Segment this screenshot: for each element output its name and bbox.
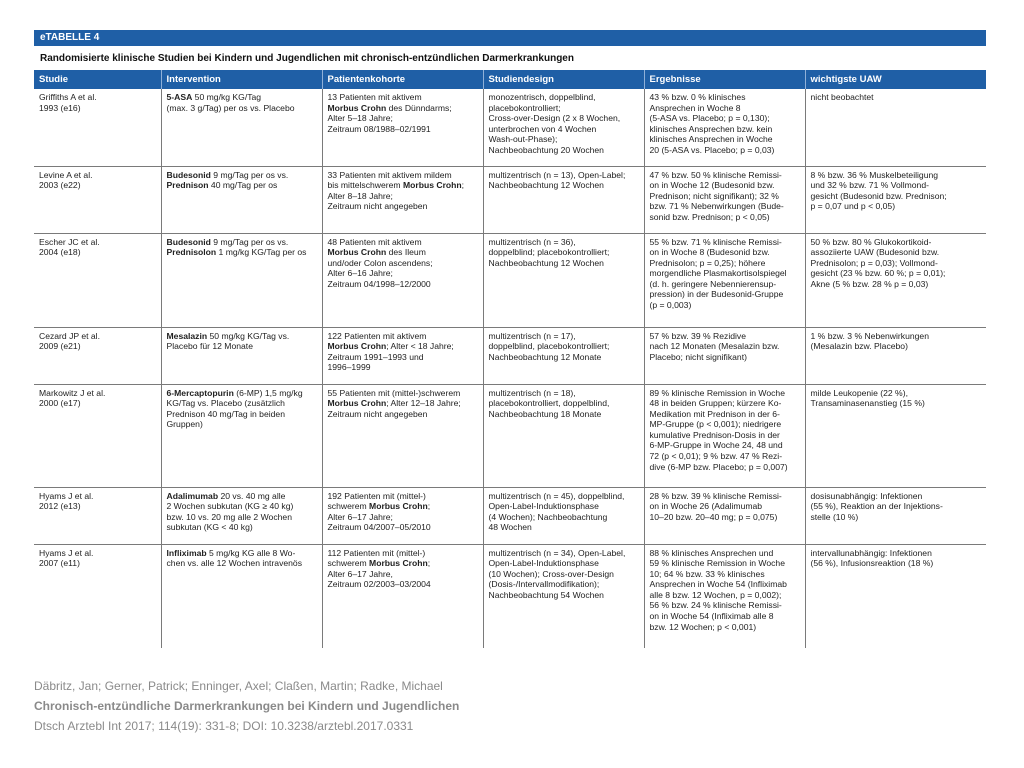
cell-uaw: milde Leukopenie (22 %), Transaminasenanstieg (15 %): [805, 384, 986, 487]
disease-name: Morbus Crohn: [402, 180, 462, 191]
intervention-text: 5 mg/kg KG alle 8 Wo- chen vs. alle 12 Wochen intravenös: [166, 547, 303, 569]
disease-name: Morbus Crohn: [369, 558, 428, 569]
kohorte-text: ; Alter 6–17 Jahre, Zeitraum 02/2003–03/2004: [327, 558, 431, 590]
table-header-row: [34, 70, 986, 89]
kohorte-text: 33 Patienten mit aktivem mildem bis mittelschwerem: [327, 169, 452, 191]
table-row: [34, 327, 986, 384]
kohorte-text: ; Alter 8–18 Jahre; Zeitraum nicht angegeben: [327, 180, 465, 212]
intervention-text: 50 mg/kg KG/Tag (max. 3 g/Tag) per os vs. Placebo: [166, 92, 295, 113]
citation-block: [34, 676, 459, 736]
cell-uaw: 50 % bzw. 80 % Glukokortikoid- assoziierte UAW (Budesonid bzw. Prednisolon; p = 0,03); Vollmond- gesicht (23 % bzw. 60 %; p = 0,01); Akne (5 % bzw. 28 % p = 0,03): [805, 233, 986, 327]
cell-ergebnisse: 43 % bzw. 0 % klinisches Ansprechen in Woche 8 (5-ASA vs. Placebo; p = 0,130); klinisches Ansprechen bzw. kein klinisches Ansprechen in Woche 20 (5-ASA vs. Placebo; p = 0,03): [644, 89, 805, 166]
cell-intervention: [161, 487, 322, 544]
table-label-bar: eTABELLE 4: [34, 30, 986, 46]
kohorte-text: ; Alter < 18 Jahre; Zeitraum 1991–1993 und 1996–1999: [327, 341, 454, 373]
cell-uaw: 8 % bzw. 36 % Muskelbeteiligung und 32 % bzw. 71 % Vollmond- gesicht (Budesonid bzw. Prednison; p = 0,07 und p < 0,05): [805, 166, 986, 233]
disease-name: Morbus Crohn: [327, 102, 387, 113]
drug-name: Mesalazin: [166, 330, 208, 341]
kohorte-text: des Dünndarms; Alter 5–18 Jahre; Zeitraum 08/1988–02/1991: [327, 102, 452, 134]
cell-kohorte: [322, 233, 483, 327]
kohorte-text: ; Alter 12–18 Jahre; Zeitraum nicht angegeben: [327, 398, 461, 419]
cell-intervention: [161, 327, 322, 384]
cell-kohorte: [322, 384, 483, 487]
citation-title: Chronisch-entzündliche Darmerkrankungen bei Kindern und Jugendlichen: [34, 699, 460, 713]
cell-design: multizentrisch (n = 18), placebokontrolliert, doppelblind, Nachbeobachtung 18 Monate: [483, 384, 644, 487]
table-row: [34, 487, 986, 544]
table-row: [34, 544, 986, 648]
intervention-text: 9 mg/Tag per os vs.: [213, 169, 289, 180]
disease-name: Morbus Crohn: [327, 341, 387, 352]
cell-ergebnisse: 28 % bzw. 39 % klinische Remissi- on in Woche 26 (Adalimumab 10–20 bzw. 20–40 mg; p = 0,075): [644, 487, 805, 544]
cell-intervention: [161, 544, 322, 648]
column-header-intervention: Intervention: [161, 70, 322, 89]
drug-name: Budesonid: [166, 169, 211, 180]
intervention-text: 9 mg/Tag per os vs.: [213, 236, 289, 247]
table-row: [34, 384, 986, 487]
cell-studie: Markowitz J et al. 2000 (e17): [34, 384, 161, 487]
cell-design: multizentrisch (n = 36), doppelblind; placebokontrolliert; Nachbeobachtung 12 Wochen: [483, 233, 644, 327]
intervention-text: 1 mg/kg KG/Tag per os: [216, 247, 307, 258]
kohorte-text: ; Alter 6–17 Jahre; Zeitraum 04/2007–05/2010: [327, 501, 431, 533]
cell-design: monozentrisch, doppelblind, placebokontrolliert; Cross-over-Design (2 x 8 Wochen, unterbrochen von 4 Wochen Wash-out-Phase); Nachbeobachtung 20 Wochen: [483, 89, 644, 166]
cell-uaw: intervallunabhängig: Infektionen (56 %), Infusionsreaktion (18 %): [810, 547, 934, 569]
column-header-patientenkohorte: Patientenkohorte: [322, 70, 483, 89]
cell-design: multizentrisch (n = 45), doppelblind, Open-Label-Induktionsphase (4 Wochen); Nachbeobachtung 48 Wochen: [483, 487, 644, 544]
column-header-studie: Studie: [34, 70, 161, 89]
cell-studie: Hyams J et al. 2007 (e11): [34, 544, 161, 648]
studies-table: [34, 70, 986, 648]
kohorte-text: 112 Patienten mit (mittel-) schwerem: [327, 547, 426, 569]
cell-intervention: [161, 166, 322, 233]
cell-intervention: [161, 384, 322, 487]
cell-uaw: nicht beobachtet: [805, 89, 986, 166]
column-header-studiendesign: Studiendesign: [483, 70, 644, 89]
cell-kohorte: [322, 327, 483, 384]
table-row: [34, 166, 986, 233]
drug-name: Prednisolon: [166, 247, 217, 258]
cell-ergebnisse: 47 % bzw. 50 % klinische Remissi- on in Woche 12 (Budesonid bzw. Prednison; nicht signifikant); 32 % bzw. 71 % Nebenwirkungen (Bude- sonid bzw. Prednison; p < 0,05): [644, 166, 805, 233]
cell-design: multizentrisch (n = 34), Open-Label, Open-Label-Induktionsphase (10 Wochen); Cross-over-Design (Dosis-/Intervallmodifikation); Nachbeobachtung 54 Wochen: [483, 544, 644, 648]
cell-studie: Griffiths A et al. 1993 (e16): [34, 89, 161, 166]
drug-name: 6-Mercaptopurin: [166, 387, 234, 398]
cell-studie: Escher JC et al. 2004 (e18): [34, 233, 161, 327]
kohorte-text: 13 Patienten mit aktivem: [327, 92, 422, 102]
cell-kohorte: [322, 544, 483, 648]
intervention-text: (6-MP) 1,5 mg/kg KG/Tag vs. Placebo (zusätzlich Prednison 40 mg/Tag in beiden Gruppen): [166, 387, 303, 430]
cell-ergebnisse: 57 % bzw. 39 % Rezidive nach 12 Monaten (Mesalazin bzw. Placebo; nicht signifikant): [644, 327, 805, 384]
kohorte-text: 55 Patienten mit (mittel-)schwerem: [327, 387, 461, 398]
table-sheet: [34, 30, 986, 662]
cell-design: multizentrisch (n = 13), Open-Label; Nachbeobachtung 12 Wochen: [483, 166, 644, 233]
cell-uaw: 1 % bzw. 3 % Nebenwirkungen (Mesalazin bzw. Placebo): [805, 327, 986, 384]
drug-name: Prednison: [166, 180, 209, 191]
column-header-uaw: wichtigste UAW: [805, 70, 986, 89]
disease-name: Morbus Crohn: [327, 247, 387, 258]
citation-source: Dtsch Arztebl Int 2017; 114(19): 331-8; DOI: 10.3238/arztebl.2017.0331: [34, 719, 414, 733]
kohorte-text: 48 Patienten mit aktivem: [327, 236, 422, 247]
cell-studie: Levine A et al. 2003 (e22): [34, 166, 161, 233]
column-header-ergebnisse: Ergebnisse: [644, 70, 805, 89]
cell-ergebnisse: 55 % bzw. 71 % klinische Remissi- on in Woche 8 (Budesonid bzw. Prednisolon; p = 0,25); höhere morgendliche Plasmakortisolspiegel (d. h. geringere Nebennierensup- pression) in der Budesonid-Gruppe (p = 0,003): [644, 233, 805, 327]
table-caption: Randomisierte klinische Studien bei Kindern und Jugendlichen mit chronisch-entzündlichen Darmerkrankungen: [40, 53, 574, 64]
intervention-text: 40 mg/Tag per os: [208, 180, 278, 191]
disease-name: Morbus Crohn: [369, 501, 428, 512]
cell-design: multizentrisch (n = 17), doppelblind, placebokontrolliert; Nachbeobachtung 12 Monate: [483, 327, 644, 384]
cell-studie: Hyams J et al. 2012 (e13): [34, 487, 161, 544]
intervention-text: 20 vs. 40 mg alle 2 Wochen subkutan (KG ≥ 40 kg) bzw. 10 vs. 20 mg alle 2 Wochen subkutan (KG < 40 kg): [166, 490, 294, 533]
drug-name: 5-ASA: [166, 92, 193, 102]
cell-ergebnisse: 89 % klinische Remission in Woche 48 in beiden Gruppen; kürzere Ko- Medikation mit Prednison in der 6- MP-Gruppe (p < 0,001); niedrigere kumulative Prednison-Dosis in der 6-MP-Gruppe in Woche 24, 48 und 72 (p < 0,01); 9 % bzw. 47 % Rezi- dive (6-MP bzw. Placebo; p = 0,007): [644, 384, 805, 487]
cell-intervention: [161, 89, 322, 166]
cell-kohorte: [322, 487, 483, 544]
kohorte-text: 192 Patienten mit (mittel-) schwerem: [327, 490, 426, 512]
kohorte-text: des Ileum und/oder Colon ascendens; Alter 6–16 Jahre; Zeitraum 04/1998–12/2000: [327, 247, 433, 289]
disease-name: Morbus Crohn: [327, 398, 387, 409]
table-row: [34, 89, 986, 166]
cell-intervention: [161, 233, 322, 327]
intervention-text: 50 mg/kg KG/Tag vs. Placebo für 12 Monate: [166, 330, 290, 352]
cell-studie: Cezard JP et al. 2009 (e21): [34, 327, 161, 384]
cell-kohorte: [322, 166, 483, 233]
cell-kohorte: [322, 89, 483, 166]
drug-name: Infliximab: [166, 547, 207, 558]
drug-name: Adalimumab: [166, 490, 219, 501]
cell-ergebnisse: 88 % klinisches Ansprechen und 59 % klinische Remission in Woche 10; 64 % bzw. 33 % klinisches Ansprechen in Woche 54 (Infliximab alle 8 bzw. 12 Wochen, p = 0,002); 56 % bzw. 24 % klinische Remissi- on in Woche 54 (Infliximab alle 8 bzw. 12 Wochen; p < 0,001): [644, 544, 805, 648]
kohorte-text: 122 Patienten mit aktivem: [327, 330, 427, 341]
citation-authors: Däbritz, Jan; Gerner, Patrick; Enninger, Axel; Claßen, Martin; Radke, Michael: [34, 679, 443, 693]
cell-uaw: dosisunabhängig: Infektionen (55 %), Reaktion an der Injektions- stelle (10 %): [805, 487, 986, 544]
table-row: [34, 233, 986, 327]
drug-name: Budesonid: [166, 236, 211, 247]
